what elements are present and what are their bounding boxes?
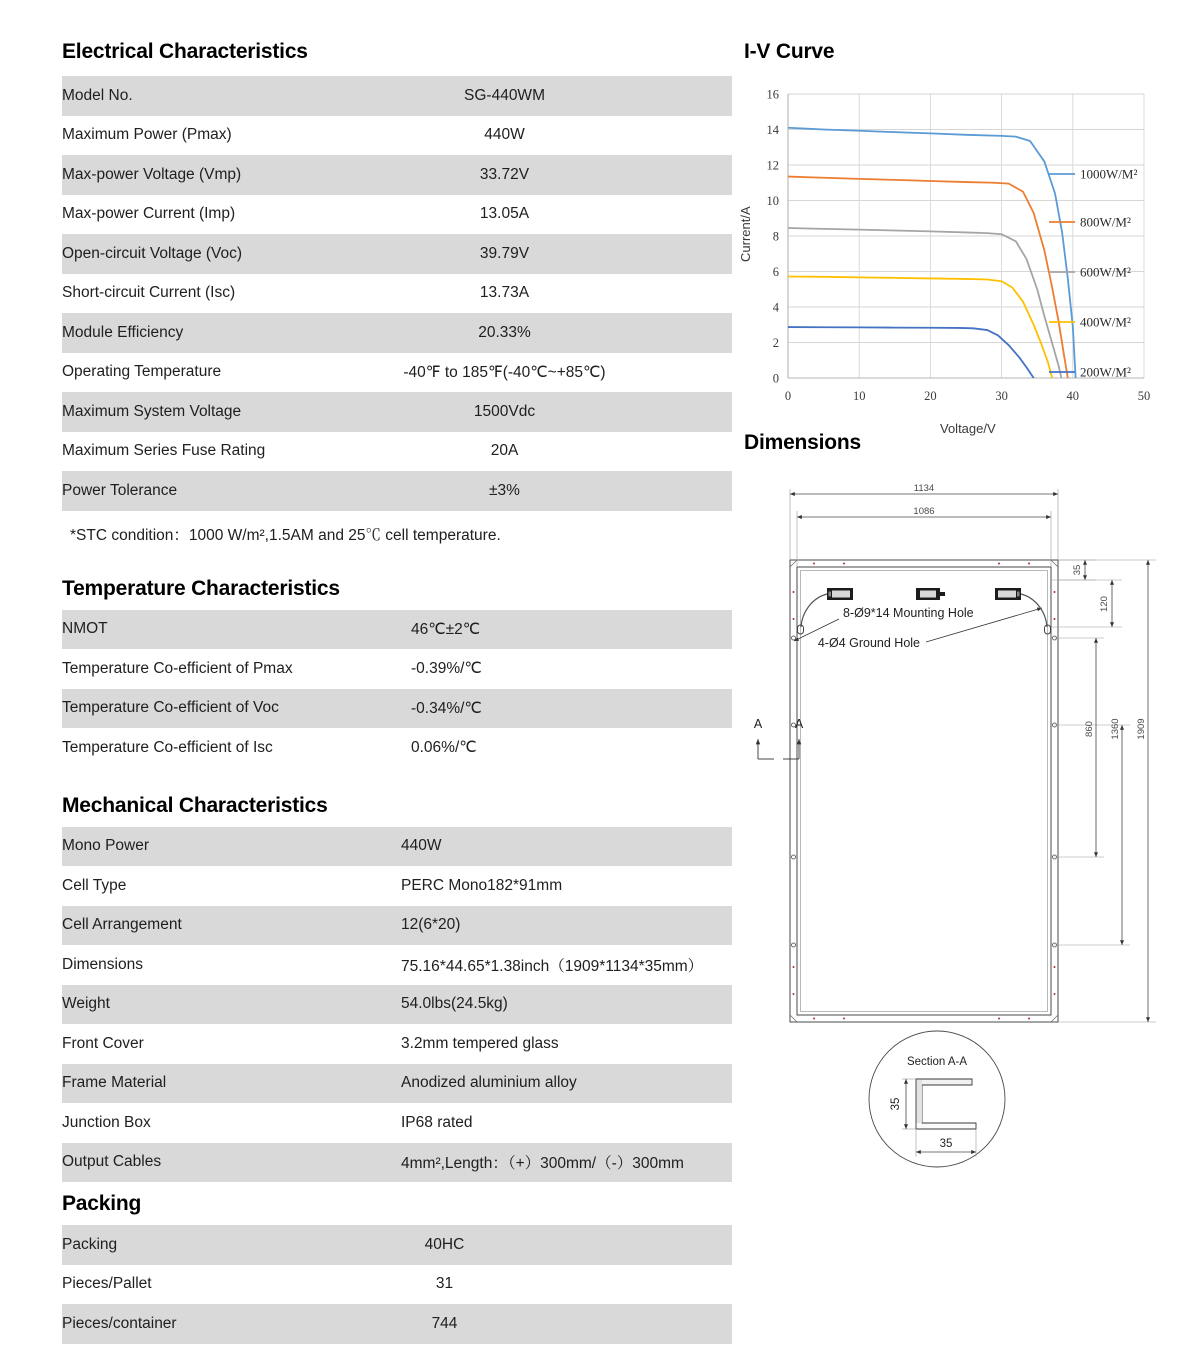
iv-curve-chart: [738, 76, 1184, 436]
row-value: 20.33%: [397, 313, 732, 353]
row-label: Max-power Voltage (Vmp): [62, 155, 397, 195]
dim-junction-offset: 120: [1099, 596, 1110, 612]
section-height-dim: 35: [890, 1097, 902, 1111]
temperature-characteristics-title: Temperature Characteristics: [62, 576, 340, 600]
table-row: [62, 827, 732, 867]
mounting-holes: [792, 636, 1057, 947]
electrical-characteristics-table: [62, 76, 732, 511]
dim-frame-thickness: 35: [1072, 564, 1083, 576]
temperature-characteristics-table: [62, 610, 732, 768]
table-row: [62, 610, 732, 650]
row-value: 31: [397, 1265, 732, 1305]
table-row: [62, 1225, 732, 1265]
table-row: [62, 155, 732, 195]
table-row: [62, 76, 732, 116]
legend-label-1: 800W/M²: [1080, 214, 1131, 230]
stc-condition-note: *STC condition：1000 W/m²,1.5AM and 25℃ cell temperature.: [70, 526, 501, 544]
table-row: [62, 1103, 732, 1143]
iv-curve-title: I-V Curve: [744, 40, 835, 63]
y-tick-label: 16: [766, 87, 779, 102]
mechanical-characteristics-table: [62, 827, 732, 1183]
frame-corner-marks: [790, 560, 1058, 1022]
row-label: Short-circuit Current (Isc): [62, 274, 397, 314]
frame-bond-dots: [793, 563, 1056, 1020]
row-label: Pieces/Pallet: [62, 1265, 397, 1305]
row-label: Open-circuit Voltage (Voc): [62, 234, 397, 274]
row-label: Temperature Co-efficient of Voc: [62, 689, 397, 729]
section-width-dim: 35: [939, 1138, 953, 1150]
row-value: 46℃±2℃: [397, 610, 732, 650]
legend-label-4: 200W/M²: [1080, 364, 1131, 380]
table-row: [62, 1064, 732, 1104]
row-value: 440W: [397, 116, 732, 156]
row-value: 13.05A: [397, 195, 732, 235]
section-aa-label: Section A-A: [906, 1056, 968, 1068]
row-label: Model No.: [62, 76, 397, 116]
table-row: [62, 866, 732, 906]
row-label: Maximum Series Fuse Rating: [62, 432, 397, 472]
row-value: Anodized aluminium alloy: [397, 1064, 732, 1104]
table-row: [62, 945, 732, 985]
row-value: -0.39%/℃: [397, 649, 732, 689]
row-value: 40HC: [397, 1225, 732, 1265]
row-label: Front Cover: [62, 1024, 397, 1064]
row-label: Max-power Current (Imp): [62, 195, 397, 235]
right-small-dimensions: [1051, 560, 1122, 627]
row-value: -40℉ to 185℉(-40℃~+85℃): [397, 353, 732, 393]
curve-series-2: [788, 228, 1061, 378]
legend-label-0: 1000W/M²: [1080, 166, 1138, 182]
section-marker-right: A: [794, 717, 804, 731]
row-label: Cell Type: [62, 866, 397, 906]
y-axis-title: Current/A: [738, 206, 753, 262]
table-row: [62, 689, 732, 729]
section-aa-detail: [869, 1031, 1005, 1167]
table-row: [62, 1265, 732, 1305]
packing-title: Packing: [62, 1192, 142, 1215]
dim-height-overall: 1909: [1136, 718, 1147, 740]
table-row: [62, 906, 732, 946]
x-tick-label: 10: [852, 389, 866, 403]
row-value: 20A: [397, 432, 732, 472]
row-label: Cell Arrangement: [62, 906, 397, 946]
row-value: IP68 rated: [397, 1103, 732, 1143]
table-row: [62, 985, 732, 1025]
row-label: Power Tolerance: [62, 471, 397, 511]
row-value: 54.0lbs(24.5kg): [397, 985, 732, 1025]
mechanical-characteristics-title: Mechanical Characteristics: [62, 793, 328, 817]
row-label: Pieces/container: [62, 1304, 397, 1344]
x-tick-label: 40: [1066, 389, 1080, 403]
right-column: [738, 40, 1184, 1187]
row-label: Operating Temperature: [62, 353, 397, 393]
row-label: Maximum Power (Pmax): [62, 116, 397, 156]
row-label: Maximum System Voltage: [62, 392, 397, 432]
iv-chart-svg: [744, 76, 1184, 431]
row-value: 13.73A: [397, 274, 732, 314]
row-value: 3.2mm tempered glass: [397, 1024, 732, 1064]
table-row: [62, 392, 732, 432]
ground-hole-label: 4-Ø4 Ground Hole: [817, 636, 920, 650]
y-tick-label: 2: [772, 336, 779, 350]
electrical-characteristics-title: Electrical Characteristics: [62, 40, 308, 63]
row-value: SG-440WM: [397, 76, 732, 116]
dimensions-title: Dimensions: [744, 431, 862, 454]
table-row: [62, 234, 732, 274]
row-label: Dimensions: [62, 945, 397, 985]
table-row: [62, 728, 732, 768]
x-tick-label: 0: [784, 389, 792, 403]
row-label: NMOT: [62, 610, 397, 650]
row-value: -0.34%/℃: [397, 689, 732, 729]
y-tick-label: 6: [772, 265, 779, 279]
table-row: [62, 1143, 732, 1183]
dim-width-inner: 1086: [913, 506, 935, 517]
row-label: Packing: [62, 1225, 397, 1265]
chart-gridlines: [788, 94, 1144, 378]
curve-series-4: [788, 327, 1034, 378]
row-value: ±3%: [397, 471, 732, 511]
row-label: Temperature Co-efficient of Isc: [62, 728, 397, 768]
mounting-hole-label: 8-Ø9*14 Mounting Hole: [843, 606, 974, 620]
row-value: 39.79V: [397, 234, 732, 274]
row-value: 75.16*44.65*1.38inch（1909*1134*35mm）: [397, 945, 732, 985]
row-value: 12(6*20): [397, 906, 732, 946]
section-markers: [754, 717, 804, 759]
junction-box-center: [916, 588, 945, 600]
row-label: Module Efficiency: [62, 313, 397, 353]
y-tick-label: 4: [772, 300, 779, 315]
table-row: [62, 471, 732, 511]
dim-height-860: 860: [1084, 721, 1095, 737]
row-value: 744: [397, 1304, 732, 1344]
row-value: 4mm²,Length：（+）300mm/（-）300mm: [397, 1143, 732, 1183]
row-value: 440W: [397, 827, 732, 867]
table-row: [62, 432, 732, 472]
y-tick-label: 0: [772, 371, 779, 386]
y-tick-label: 14: [766, 123, 779, 137]
row-value: 0.06%/℃: [397, 728, 732, 768]
table-row: [62, 1024, 732, 1064]
table-row: [62, 1304, 732, 1344]
legend-label-3: 400W/M²: [1080, 314, 1131, 330]
x-tick-label: 20: [924, 389, 937, 403]
table-row: [62, 649, 732, 689]
row-label: Output Cables: [62, 1143, 397, 1183]
y-tick-label: 12: [766, 158, 779, 173]
panel-frame: [790, 560, 1058, 1022]
dimensions-svg: [744, 467, 1184, 1187]
top-dimension-lines: [790, 489, 1058, 567]
row-value: 33.72V: [397, 155, 732, 195]
dim-height-1360: 1360: [1110, 718, 1121, 740]
packing-table: [62, 1225, 732, 1344]
table-row: [62, 353, 732, 393]
x-tick-label: 50: [1137, 389, 1151, 403]
y-tick-label: 8: [772, 229, 779, 244]
row-label: Frame Material: [62, 1064, 397, 1104]
x-axis-title: Voltage/V: [940, 421, 996, 436]
left-column: [62, 40, 732, 1344]
table-row: [62, 195, 732, 235]
right-height-dimensions: [1055, 560, 1157, 1022]
row-value: 1500Vdc: [397, 392, 732, 432]
row-label: Mono Power: [62, 827, 397, 867]
dimensions-drawing: [744, 467, 1184, 1187]
y-tick-label: 10: [766, 194, 779, 208]
dim-width-overall: 1134: [913, 483, 935, 494]
table-row: [62, 116, 732, 156]
x-tick-label: 30: [995, 389, 1008, 403]
row-label: Weight: [62, 985, 397, 1025]
junction-box-right: [995, 588, 1051, 634]
row-label: Junction Box: [62, 1103, 397, 1143]
table-row: [62, 274, 732, 314]
table-row: [62, 313, 732, 353]
row-value: PERC Mono182*91mm: [397, 866, 732, 906]
legend-label-2: 600W/M²: [1080, 264, 1131, 280]
row-label: Temperature Co-efficient of Pmax: [62, 649, 397, 689]
section-marker-left: A: [753, 717, 763, 731]
